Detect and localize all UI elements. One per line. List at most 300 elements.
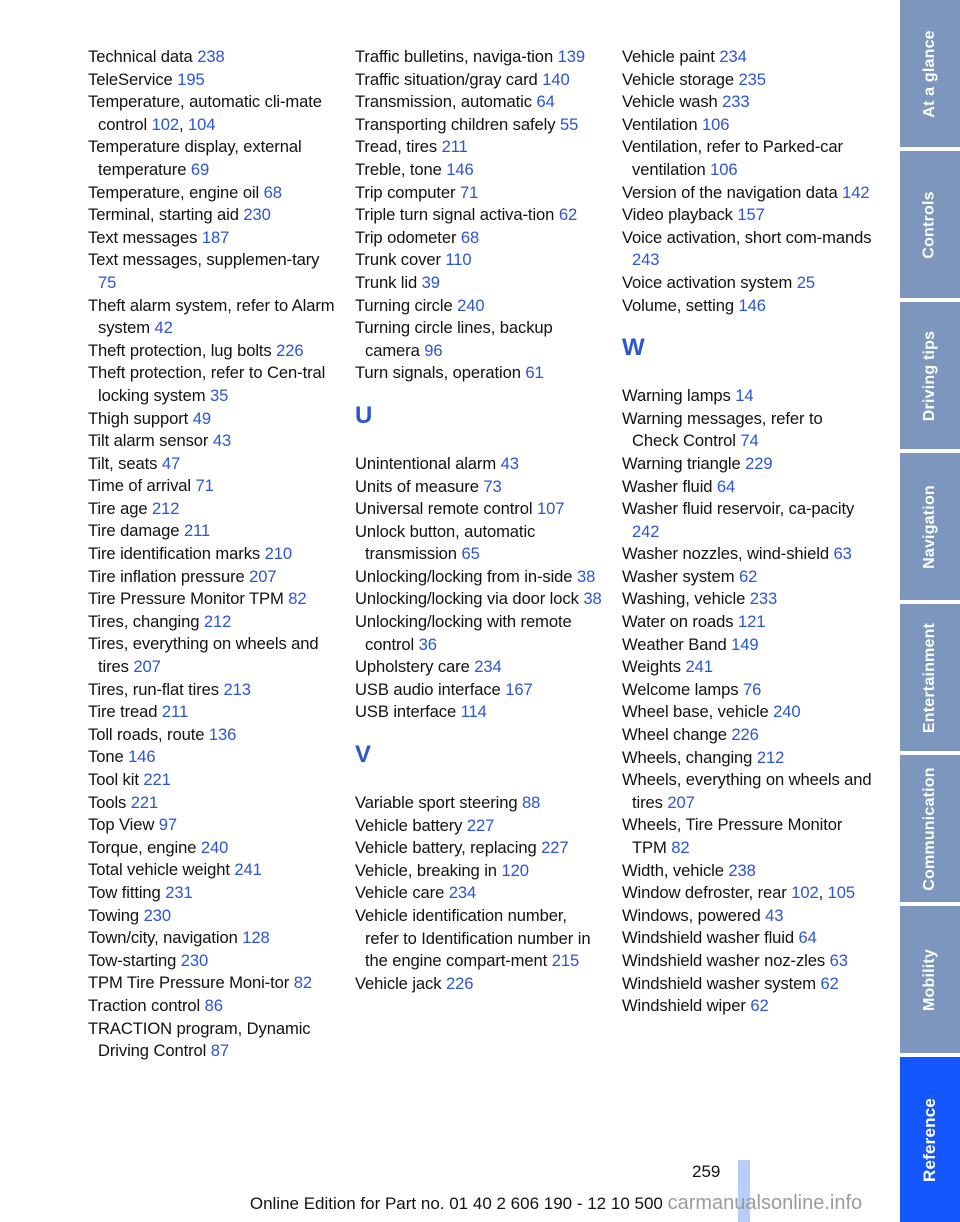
index-entry	[355, 860, 605, 883]
page-link[interactable]: 227	[541, 838, 569, 858]
page-link[interactable]: 221	[143, 770, 171, 789]
entry-text: Width, vehicle	[622, 860, 724, 880]
entry-text: Vehicle battery, replacing	[355, 838, 537, 858]
index-entry	[355, 973, 605, 996]
watermark: carmanualsonline.info	[667, 1192, 863, 1214]
page-link[interactable]: 14	[735, 386, 754, 406]
entry-text: Tire Pressure Monitor TPM	[88, 589, 284, 609]
index-entry	[88, 724, 338, 747]
index-entry	[88, 1018, 338, 1063]
entry-text: Tires, changing	[88, 611, 200, 631]
index-entry	[88, 362, 338, 407]
index-entry	[355, 701, 605, 724]
entry-text: Ventilation	[622, 114, 698, 134]
entry-text: Unlocking/locking from in-side	[355, 566, 573, 586]
entry-text: USB interface	[355, 702, 457, 722]
index-entry	[622, 453, 872, 476]
index-entry	[622, 136, 872, 181]
index-entry	[88, 408, 338, 431]
page-link[interactable]: 35	[209, 385, 229, 405]
entry-text: Vehicle storage	[622, 69, 734, 89]
page-link[interactable]: 213	[223, 679, 251, 699]
page-link[interactable]: 241	[685, 657, 713, 677]
page-link[interactable]: 38	[576, 566, 596, 586]
index-entry	[355, 295, 605, 318]
entry-text: Turn signals, operation	[355, 363, 521, 383]
page-link[interactable]: 87	[210, 1041, 230, 1061]
page-link[interactable]: 64	[536, 92, 555, 112]
page-link[interactable]: 96	[424, 340, 443, 360]
index-entry	[88, 566, 338, 589]
index-entry	[355, 362, 605, 385]
page-link[interactable]: 62	[738, 566, 758, 586]
entry-text: Washer nozzles, wind-shield	[622, 544, 829, 564]
index-entry	[88, 46, 338, 69]
index-entry	[622, 769, 872, 814]
entry-text: Tow-starting	[88, 950, 177, 970]
page-link[interactable]: 64	[716, 476, 736, 496]
entry-text: Tow fitting	[88, 882, 161, 902]
tab-mobility[interactable]	[900, 906, 960, 1053]
entry-text: Wheels, Tire Pressure Monitor TPM	[622, 815, 843, 857]
index-entry	[355, 815, 605, 838]
index-entry	[88, 182, 338, 205]
entry-text: Traction control	[88, 995, 201, 1015]
page-link[interactable]: 211	[441, 137, 468, 157]
entry-text: Towing	[88, 905, 140, 925]
entry-text: Total vehicle weight	[88, 860, 230, 880]
page-link[interactable]: 49	[192, 408, 211, 428]
page-link[interactable]: 104	[188, 114, 216, 134]
entry-text: Toll roads, route	[88, 724, 205, 744]
tab-label: Driving tips	[921, 330, 939, 421]
entry-text: Temperature, automatic cli-mate control	[88, 92, 322, 134]
page-link[interactable]: 234	[448, 883, 477, 903]
index-entry	[88, 430, 338, 453]
page-link[interactable]: 120	[501, 860, 529, 880]
index-entry	[622, 701, 872, 724]
index-entry	[88, 340, 338, 363]
tab-label: Reference	[920, 1097, 940, 1182]
entry-text: Vehicle care	[355, 883, 445, 903]
tab-communication[interactable]	[900, 755, 960, 902]
page-link[interactable]: 88	[522, 793, 541, 813]
page-link[interactable]: 211	[183, 521, 211, 541]
page-link[interactable]: 76	[742, 679, 762, 699]
entry-text: Text messages	[88, 227, 198, 247]
page-link[interactable]: 62	[558, 205, 578, 225]
index-entry	[622, 588, 872, 611]
page-link[interactable]: 106	[702, 114, 730, 134]
page-link[interactable]: 235	[738, 69, 766, 89]
page-link[interactable]: 47	[161, 453, 181, 473]
page-link[interactable]: 233	[749, 589, 778, 609]
page-link[interactable]: 167	[505, 679, 533, 699]
index-entry	[622, 182, 872, 205]
page-link[interactable]: 39	[421, 272, 440, 292]
index-entry	[355, 476, 605, 499]
entry-text: Tire age	[88, 498, 148, 518]
section-letter: V	[355, 741, 372, 769]
index-entry	[88, 701, 338, 724]
page-link[interactable]: 210	[264, 544, 293, 564]
page-link[interactable]: 74	[740, 431, 759, 451]
page-link[interactable]: 215	[551, 951, 580, 971]
index-entry	[88, 543, 338, 566]
entry-text: Terminal, starting aid	[88, 205, 239, 225]
index-entry	[88, 520, 338, 543]
index-entry	[355, 453, 605, 476]
index-entry	[355, 227, 605, 250]
index-entry	[355, 656, 605, 679]
page-link[interactable]: 121	[737, 612, 766, 632]
index-entry	[355, 114, 605, 137]
entry-text: Theft alarm system, refer to Alarm system	[88, 295, 335, 338]
index-entry	[622, 905, 872, 928]
page-link[interactable]: 240	[773, 702, 801, 722]
entry-text: Tilt, seats	[88, 453, 158, 473]
entry-text: Welcome lamps	[622, 679, 739, 699]
entry-text: Window defroster, rear	[622, 883, 787, 903]
index-entry	[622, 272, 872, 295]
entry-text: Washing, vehicle	[622, 589, 746, 609]
page-link[interactable]: 43	[765, 905, 784, 925]
index-entry	[355, 249, 605, 272]
entry-text: Upholstery care	[355, 657, 470, 677]
entry-text: Wheel change	[622, 725, 727, 745]
footer-text: Online Edition for Part no. 01 40 2 606 190 - 12 10 500	[249, 1194, 663, 1213]
page-link[interactable]: 207	[249, 566, 277, 586]
entry-text: Transmission, automatic	[355, 92, 532, 112]
entry-text: Tool kit	[88, 770, 139, 789]
page-link[interactable]: 146	[446, 159, 474, 179]
page-link[interactable]: 71	[195, 476, 214, 496]
index-entry	[355, 272, 605, 295]
entry-text: Vehicle, breaking in	[355, 860, 497, 880]
entry-text: Thigh support	[88, 408, 189, 428]
tab-entertainment[interactable]	[900, 604, 960, 751]
entry-text: Time of arrival	[88, 476, 191, 496]
entry-text: Theft protection, lug bolts	[88, 340, 272, 360]
page-link[interactable]: 82	[671, 838, 690, 857]
entry-text: Weights	[622, 657, 681, 677]
page-link[interactable]: 69	[190, 159, 210, 179]
entry-text: Trip odometer	[355, 227, 457, 247]
index-entry	[355, 611, 605, 656]
index-entry	[622, 860, 872, 883]
index-entry	[622, 747, 872, 770]
entry-text: Washer fluid reservoir, ca-pacity	[622, 499, 855, 519]
page-link[interactable]: 229	[745, 453, 773, 473]
tab-label: Mobility	[921, 948, 939, 1011]
page-link[interactable]: 43	[500, 453, 519, 473]
page-link[interactable]: 230	[243, 205, 271, 225]
page-link[interactable]: 227	[466, 815, 495, 835]
page-link[interactable]: 207	[133, 657, 161, 677]
index-entry	[622, 611, 872, 634]
index-entry	[88, 136, 338, 181]
index-entry	[355, 91, 605, 114]
page-link[interactable]: 64	[798, 928, 817, 948]
page-link[interactable]: 230	[180, 950, 209, 970]
entry-text: Windows, powered	[622, 905, 761, 925]
entry-text: Tires, everything on wheels and tires	[88, 634, 319, 677]
page-link[interactable]: 212	[756, 747, 785, 767]
index-entry	[622, 543, 872, 566]
page-link[interactable]: 136	[208, 724, 237, 744]
entry-text: Unlocking/locking via door lock	[355, 589, 579, 609]
chapter-tabs	[900, 0, 960, 1222]
page-link[interactable]: 106	[710, 159, 738, 179]
page-link[interactable]: 65	[461, 544, 480, 564]
entry-text: Vehicle wash	[622, 92, 718, 112]
page-link[interactable]: 75	[98, 272, 117, 292]
page-link[interactable]: 230	[143, 905, 171, 925]
page-link[interactable]: 68	[263, 182, 282, 202]
index-entry	[622, 566, 872, 589]
index-entry	[622, 46, 872, 69]
page-separator: ,	[179, 114, 189, 134]
page-link[interactable]: 212	[203, 611, 232, 631]
tab-driving-tips[interactable]	[900, 302, 960, 449]
index-entry	[622, 385, 872, 408]
entry-text: Technical data	[88, 47, 193, 66]
page-link[interactable]: 195	[177, 69, 205, 89]
page-link[interactable]: 157	[737, 205, 765, 225]
entry-text: Transporting children safely	[355, 114, 556, 134]
tab-navigation[interactable]	[900, 453, 960, 600]
index-entry	[355, 837, 605, 860]
index-entry	[622, 927, 872, 950]
entry-text: Torque, engine	[88, 837, 197, 857]
tab-label: Navigation	[921, 484, 939, 569]
entry-text: Tire tread	[88, 702, 158, 722]
page-link[interactable]: 36	[418, 634, 437, 654]
page-number: 259	[692, 1162, 721, 1181]
entry-text: Voice activation, short com-mands	[622, 227, 872, 247]
tab-at-a-glance[interactable]	[900, 0, 960, 147]
entry-text: TPM Tire Pressure Moni-tor	[88, 973, 290, 993]
entry-text: Tools	[88, 792, 127, 812]
entry-text: Windshield washer system	[622, 973, 817, 993]
entry-text: TRACTION program, Dynamic Driving Control	[88, 1018, 311, 1061]
index-entry	[88, 69, 338, 92]
index-entry	[88, 859, 338, 882]
entry-text: Vehicle jack	[355, 973, 442, 993]
page-link[interactable]: 226	[731, 725, 759, 745]
tab-label: At a glance	[921, 29, 938, 118]
index-entry	[622, 476, 872, 499]
page-link[interactable]: 221	[130, 792, 159, 812]
page-link[interactable]: 149	[731, 634, 759, 654]
entry-text: Water on roads	[622, 612, 734, 632]
index-column-1	[88, 46, 338, 1063]
page-link[interactable]: 71	[459, 182, 479, 202]
index-entry	[355, 159, 605, 182]
section-letter: U	[355, 401, 373, 429]
page-link[interactable]: 73	[483, 476, 502, 496]
index-entry	[355, 204, 605, 227]
entry-text: Temperature display, external temperature	[88, 137, 302, 179]
entry-text: Tread, tires	[355, 137, 438, 157]
page-link[interactable]: 226	[445, 973, 474, 993]
index-entry	[622, 950, 872, 973]
entry-text: Traffic bulletins, naviga-tion	[355, 47, 554, 66]
page-link[interactable]: 62	[750, 996, 769, 1016]
section-letter: W	[622, 334, 645, 362]
entry-text: Windshield wiper	[622, 996, 746, 1016]
index-entry	[622, 91, 872, 114]
index-entry	[88, 882, 338, 905]
index-entry	[88, 769, 338, 792]
entry-text: Turning circle lines, backup camera	[355, 318, 553, 360]
entry-text: Unlock button, automatic transmission	[355, 521, 536, 564]
index-entry	[88, 588, 338, 611]
index-entry	[622, 227, 872, 272]
index-entry	[622, 498, 872, 543]
index-entry	[88, 633, 338, 678]
page-link[interactable]: 82	[288, 589, 307, 609]
footer	[0, 1192, 960, 1215]
entry-text: Variable sport steering	[355, 793, 518, 813]
tab-controls[interactable]	[900, 151, 960, 298]
index-entry	[88, 995, 338, 1018]
page-link[interactable]: 110	[445, 250, 472, 270]
index-entry	[355, 905, 605, 973]
index-entry	[88, 905, 338, 928]
index-entry	[622, 69, 872, 92]
page-link[interactable]: 238	[197, 47, 225, 66]
page-link[interactable]: 42	[154, 318, 173, 338]
page-link[interactable]: 234	[474, 657, 502, 677]
page-link[interactable]: 63	[829, 950, 848, 970]
page-separator: ,	[818, 883, 828, 903]
page-link[interactable]: 102	[791, 883, 819, 903]
page-link[interactable]: 43	[212, 431, 232, 451]
page-link[interactable]: 55	[559, 114, 579, 134]
entry-text: Trip computer	[355, 182, 456, 202]
index-entry	[622, 634, 872, 657]
index-entry	[355, 679, 605, 702]
page-link[interactable]: 241	[234, 860, 262, 880]
page-link[interactable]: 238	[728, 860, 756, 880]
entry-text: Warning triangle	[622, 453, 741, 473]
entry-text: Washer fluid	[622, 476, 713, 496]
index-entry	[355, 69, 605, 92]
index-entry	[355, 498, 605, 521]
page-link[interactable]: 142	[842, 182, 870, 202]
index-entry	[355, 182, 605, 205]
page-link[interactable]: 102	[151, 114, 180, 134]
entry-text: Treble, tone	[355, 159, 442, 179]
index-entry	[622, 204, 872, 227]
page-link[interactable]: 243	[632, 250, 660, 270]
index-entry	[88, 204, 338, 227]
page-link[interactable]: 105	[827, 883, 856, 903]
page-link[interactable]: 212	[151, 498, 180, 518]
page-link[interactable]: 114	[460, 702, 487, 722]
page-link[interactable]: 242	[632, 521, 660, 541]
page-link[interactable]: 139	[557, 47, 585, 66]
entry-text: Universal remote control	[355, 499, 533, 519]
index-entry	[88, 295, 338, 340]
index-entry	[88, 814, 338, 837]
index-entry	[622, 995, 872, 1018]
index-entry	[88, 837, 338, 860]
page-link[interactable]: 62	[820, 973, 839, 993]
entry-text: Theft protection, refer to Cen-tral locking system	[88, 363, 326, 405]
index-entry	[355, 317, 605, 362]
page-link[interactable]: 234	[719, 47, 747, 66]
page-link[interactable]: 140	[542, 69, 570, 89]
entry-text: Wheel base, vehicle	[622, 702, 769, 722]
index-entry	[88, 746, 338, 769]
index-entry	[355, 792, 605, 815]
page-link[interactable]: 240	[457, 295, 485, 315]
entry-text: Wheels, changing	[622, 747, 753, 767]
entry-text: Windshield washer noz-zles	[622, 950, 826, 970]
entry-text: Tire damage	[88, 521, 180, 541]
entry-text: Warning messages, refer to Check Control	[622, 408, 823, 451]
page-link[interactable]: 97	[158, 815, 178, 835]
index-entry	[88, 227, 338, 250]
index-entry	[88, 453, 338, 476]
index-entry	[355, 521, 605, 566]
page-link[interactable]: 226	[276, 340, 304, 360]
entry-text: Unlocking/locking with remote control	[355, 612, 572, 654]
index-column-3	[622, 46, 872, 1018]
index-entry	[622, 408, 872, 453]
page-link[interactable]: 25	[796, 272, 815, 292]
entry-text: Trunk lid	[355, 272, 418, 292]
page-link[interactable]: 233	[722, 92, 750, 112]
page-link[interactable]: 38	[583, 589, 602, 609]
page-link[interactable]: 86	[204, 995, 223, 1015]
index-entry	[88, 679, 338, 702]
entry-text: Washer system	[622, 566, 735, 586]
index-column-2	[355, 46, 605, 995]
index-entry	[622, 114, 872, 137]
page-link[interactable]: 207	[667, 792, 695, 812]
entry-text: USB audio interface	[355, 679, 501, 699]
entry-text: Vehicle paint	[622, 47, 715, 66]
tab-label: Communication	[921, 766, 938, 891]
page-link[interactable]: 146	[128, 747, 156, 767]
index-entry	[622, 656, 872, 679]
page-link[interactable]: 211	[161, 702, 189, 722]
entry-text: Video playback	[622, 205, 733, 225]
entry-text: TeleService	[88, 69, 173, 89]
page-link[interactable]: 61	[525, 363, 544, 383]
page-link[interactable]: 82	[293, 973, 312, 993]
index-entry	[88, 91, 338, 136]
page-link[interactable]: 240	[200, 837, 229, 857]
page-link[interactable]: 146	[738, 295, 766, 315]
page-link[interactable]: 187	[201, 227, 230, 247]
index-entry	[355, 588, 605, 611]
page-link[interactable]: 231	[165, 882, 193, 902]
page-link[interactable]: 107	[536, 499, 565, 519]
entry-text: Volume, setting	[622, 295, 734, 315]
page-link[interactable]: 68	[460, 227, 480, 247]
page-link[interactable]: 63	[833, 544, 852, 564]
entry-text: Units of measure	[355, 476, 479, 496]
index-entry	[88, 927, 338, 950]
index-entry	[88, 475, 338, 498]
page-link[interactable]: 128	[242, 928, 270, 948]
index-entry	[88, 950, 338, 973]
entry-text: Weather Band	[622, 634, 727, 654]
